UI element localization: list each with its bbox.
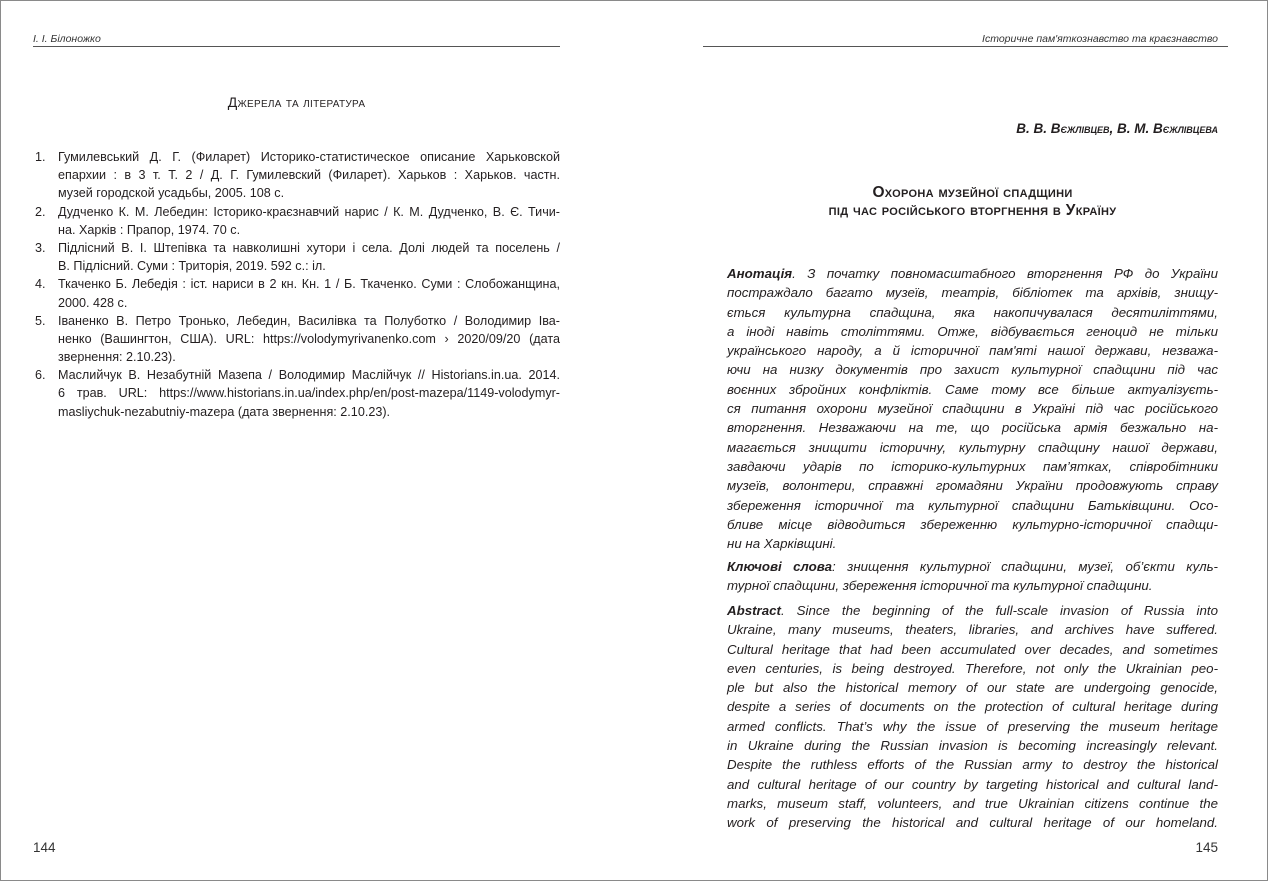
abstract-text: ple but also the historical memory of our state are undergoing genocide, <box>727 680 1218 696</box>
abstract-line <box>727 678 1218 697</box>
abstract-text: : знищення культурної спадщини, музеї, об’єкти куль- <box>832 559 1218 574</box>
reference-line: 6 трав. URL: https://www.historians.in.ua/index.php/en/post-mazepa/1149-volodymyr- <box>58 386 560 401</box>
abstract-text: а іноді навіть століттями. Отже, відбувається геноцид не тільки <box>727 323 1218 339</box>
references-heading: Джерела та література <box>227 94 366 110</box>
abstract-line <box>727 659 1218 678</box>
abstract-line <box>727 283 1218 302</box>
abstract-label: Ключові слова <box>727 559 833 574</box>
page-number: 145 <box>1195 840 1218 855</box>
reference-item <box>33 239 560 275</box>
abstract-line <box>727 303 1218 322</box>
reference-number: 3. <box>35 240 46 255</box>
page-number: 144 <box>33 840 56 855</box>
abstract-line <box>727 813 1218 832</box>
abstract-line <box>727 697 1218 716</box>
abstract-line <box>727 534 1218 553</box>
reference-line: В. Підлісний. Суми : Триторія, 2019. 592 с.: іл. <box>58 259 326 274</box>
abstract-line <box>727 794 1218 813</box>
abstract-text: Cultural heritage that had been accumulated over decades, and sometimes <box>727 641 1218 657</box>
abstract-line <box>727 557 1218 576</box>
abstract-text: бливе місце відводиться збереженню культурно-історичної спадщи- <box>727 516 1218 532</box>
abstract-line <box>727 515 1218 534</box>
references-list <box>33 148 560 421</box>
abstract-text: armed conflicts. That’s why the issue of preserving the museum heritage <box>727 718 1218 734</box>
reference-item <box>33 148 560 203</box>
right-page <box>634 0 1268 881</box>
reference-line: музей городской усадьбы, 2005. 108 с. <box>58 186 285 201</box>
running-head-author: І. І. Білоножко <box>33 33 101 45</box>
abstract-line <box>727 418 1218 437</box>
abstract-text: Ukraine, many museums, theaters, libraries, and archives have suffered. <box>727 622 1218 638</box>
reference-line: Іваненко В. Петро Тронько, Лебедин, Василівка та Полуботко / Володимир Іва- <box>58 313 560 328</box>
abstract-line <box>727 322 1218 341</box>
abstract-line <box>727 736 1218 755</box>
reference-item <box>33 366 560 421</box>
abstract-text: постраждало багато музеїв, театрів, бібліотек та архівів, знищу- <box>727 285 1218 301</box>
abstract-text: despite a series of documents on the protection of cultural heritage during <box>727 699 1218 715</box>
reference-line: Підлісний В. І. Штепівка та навколишні хутори і села. Долі людей та поселень / <box>58 240 560 255</box>
abstract-paragraph <box>727 601 1218 833</box>
abstract-line <box>727 717 1218 736</box>
abstract-line <box>727 775 1218 794</box>
abstract-label: Анотація <box>727 266 793 281</box>
header-rule <box>703 46 1228 47</box>
reference-number: 6. <box>35 368 46 383</box>
abstract-line <box>727 360 1218 379</box>
abstract-line <box>727 341 1218 360</box>
reference-line: 2000. 428 с. <box>58 295 128 310</box>
reference-line: Маслийчук В. Незабутній Мазепа / Володимир Маслійчук // Historians.in.ua. 2014. <box>58 368 560 383</box>
abstract-paragraph <box>727 557 1218 596</box>
reference-item <box>33 203 560 239</box>
reference-line: masliychuk-nezabutniy-mazepa (дата звернення: 2.10.23). <box>58 404 391 419</box>
article-authors: В. В. Вєжлівцев, В. М. Вєжлівцева <box>1016 121 1218 136</box>
abstract-line <box>727 399 1218 418</box>
abstract-text: воєнних збройних конфліктів. Саме тому все більше актуалізуєть- <box>727 381 1218 397</box>
abstract-text: ни на Харківщині. <box>727 536 837 552</box>
header-rule <box>33 46 560 47</box>
reference-line: епархии : в 3 т. Т. 2 / Д. Г. Гумилевский (Филарет). Харьков : Харьков. частн. <box>58 168 560 183</box>
reference-line: Гумилевський Д. Г. (Филарет) Историко-статистическое описание Харьковской <box>58 150 560 164</box>
abstract-line <box>727 576 1218 595</box>
abstract-paragraph <box>727 264 1218 553</box>
abstract-text: ючи на низку документів про захист культурної спадщини під час <box>727 362 1218 378</box>
article-title-line: Охорона музейної спадщини <box>872 184 1073 201</box>
abstract-line <box>727 457 1218 476</box>
abstract-line <box>727 640 1218 659</box>
abstract-text: marks, museum staff, volunteers, and true Ukrainian citizens continue the <box>727 795 1218 811</box>
abstract-line <box>727 476 1218 495</box>
reference-number: 4. <box>35 277 46 292</box>
abstract-text: Despite the ruthless efforts of the Russian army to destroy the historical <box>727 757 1218 773</box>
abstract-text: магається знищити історичну, культурну спадщину нашої держави, <box>727 439 1218 455</box>
article-title-line: під час російського вторгнення в Україну <box>828 202 1117 219</box>
reference-line: Дудченко К. М. Лебедин: Історико-краєзнавчий нарис / К. М. Дудченко, В. Є. Тичи- <box>58 204 560 219</box>
reference-number: 5. <box>35 313 46 328</box>
abstract-line <box>727 380 1218 399</box>
reference-number: 1. <box>35 150 46 164</box>
abstract-text: музеїв, волонтери, справжні громадяни України продовжують справу <box>727 478 1218 494</box>
abstract-text: . З початку повномасштабного вторгнення РФ до України <box>792 266 1218 281</box>
abstract-line <box>727 264 1218 283</box>
abstract-label: Abstract <box>727 603 781 618</box>
abstract-text: вторгнення. Незважаючи на те, що російська армія безжально на- <box>727 420 1218 436</box>
reference-line: на. Харків : Прапор, 1974. 70 с. <box>58 222 241 237</box>
reference-item <box>33 275 560 311</box>
abstract-text: even centuries, is being destroyed. Therefore, not only the Ukrainian peo- <box>727 660 1218 676</box>
abstract-line <box>727 438 1218 457</box>
abstract-text: ся питання охорони музейної спадщини в Україні під час російського <box>727 401 1218 417</box>
abstract-text: завдаючи ударів по історико-культурних пам’ятках, співробітники <box>727 458 1218 474</box>
reference-line: ненко (Вашингтон, США). URL: https://volodymyrivanenko.com › 2020/09/20 (дата <box>58 331 560 346</box>
abstract-text: ється культурна спадщина, яка накопичувалася десятиліттями, <box>727 304 1218 320</box>
abstract-line <box>727 755 1218 774</box>
reference-item <box>33 312 560 367</box>
abstract-text: in Ukraine during the Russian invasion is becoming increasingly relevant. <box>727 738 1218 754</box>
abstract-text: збереження історичної та культурної спадщини Батьківщини. Осо- <box>727 497 1218 513</box>
abstract-text: українського народу, а й історичної пам'яті нашої держави, незважа- <box>727 343 1218 359</box>
running-head-journal-section: Історичне пам'яткознавство та краєзнавство <box>982 33 1218 45</box>
article-title <box>727 184 1218 220</box>
abstract-line <box>727 620 1218 639</box>
abstract-text: and cultural heritage of our country by targeting historical and cultural land- <box>727 776 1218 792</box>
abstract-text: work of preserving the historical and cultural heritage of our homeland. <box>727 815 1218 831</box>
abstract-line <box>727 601 1218 620</box>
reference-line: звернення: 2.10.23). <box>58 350 176 365</box>
abstract-line <box>727 496 1218 515</box>
abstract-text: . Since the beginning of the full-scale invasion of Russia into <box>780 603 1218 618</box>
reference-number: 2. <box>35 204 46 219</box>
reference-line: Ткаченко Б. Лебедія : іст. нариси в 2 кн. Кн. 1 / Б. Ткаченко. Суми : Слобожанщина, <box>58 277 560 292</box>
abstract-text: турної спадщини, збереження історичної та культурної спадщини. <box>727 578 1153 594</box>
